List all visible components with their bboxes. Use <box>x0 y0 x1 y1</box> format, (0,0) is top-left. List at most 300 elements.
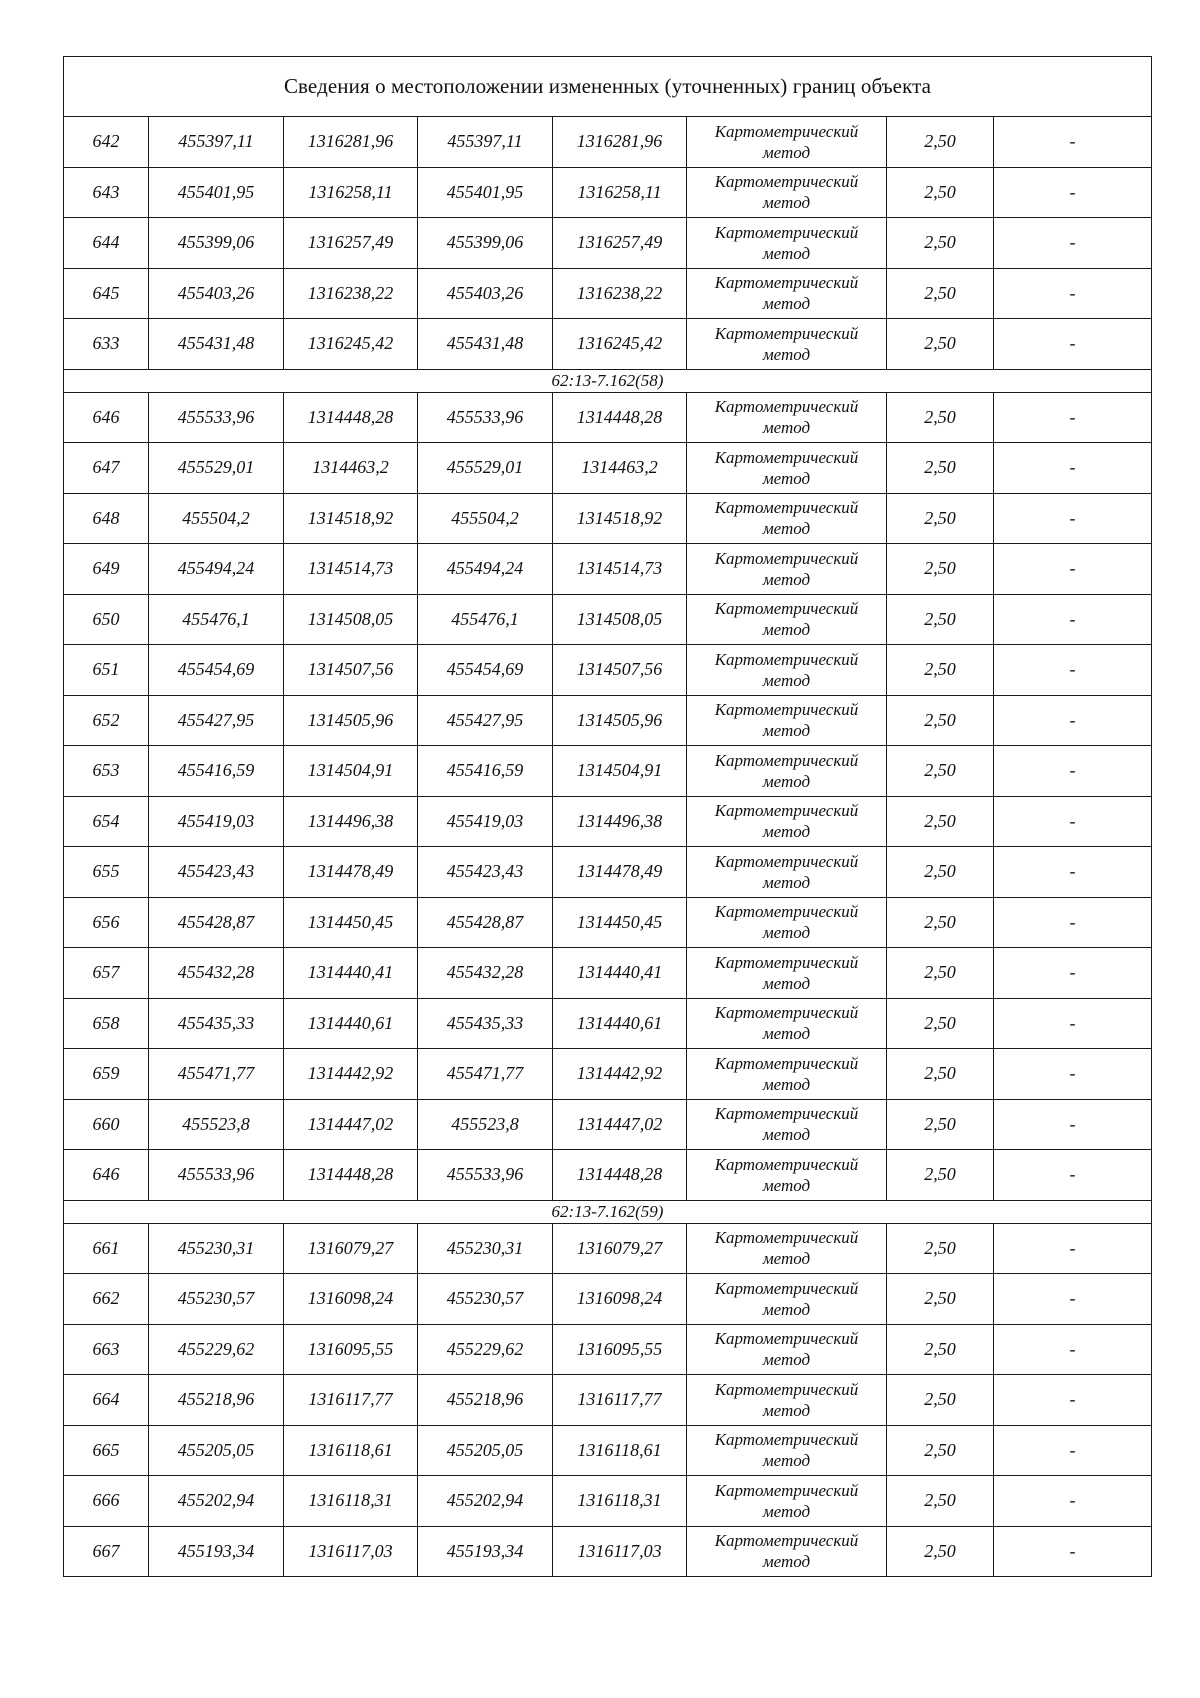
y-new-cell: 1314508,05 <box>553 594 687 645</box>
section-header-row <box>64 369 1152 392</box>
note-cell: - <box>994 645 1152 696</box>
table-title: Сведения о местоположении измененных (уточненных) границ объекта <box>64 57 1152 117</box>
method-line-2: метод <box>762 670 811 690</box>
x-old-cell: 455431,48 <box>149 319 284 370</box>
method-cell <box>687 695 887 746</box>
method-cell <box>687 1526 887 1577</box>
method-cell <box>687 1324 887 1375</box>
section-header: 62:13-7.162(59) <box>64 1200 1152 1223</box>
table-row <box>64 544 1152 595</box>
accuracy-cell: 2,50 <box>887 594 994 645</box>
note-cell: - <box>994 218 1152 269</box>
point-number-cell: 658 <box>64 998 149 1049</box>
method-line-2: метод <box>762 1249 811 1269</box>
method-line-1: Картометрический <box>714 1154 859 1174</box>
point-number-cell: 646 <box>64 392 149 443</box>
y-new-cell: 1316238,22 <box>553 268 687 319</box>
x-new-cell: 455230,57 <box>418 1274 553 1325</box>
y-old-cell: 1314442,92 <box>284 1049 418 1100</box>
y-new-cell: 1314518,92 <box>553 493 687 544</box>
accuracy-cell: 2,50 <box>887 1526 994 1577</box>
method-line-1: Картометрический <box>714 323 859 343</box>
method-line-1: Картометрический <box>714 750 859 770</box>
x-old-cell: 455416,59 <box>149 746 284 797</box>
method-line-2: метод <box>762 569 811 589</box>
method-cell <box>687 1476 887 1527</box>
point-number-cell: 643 <box>64 167 149 218</box>
x-old-cell: 455435,33 <box>149 998 284 1049</box>
point-number-cell: 665 <box>64 1425 149 1476</box>
table-row <box>64 796 1152 847</box>
method-cell <box>687 1049 887 1100</box>
x-old-cell: 455419,03 <box>149 796 284 847</box>
x-new-cell: 455229,62 <box>418 1324 553 1375</box>
x-old-cell: 455401,95 <box>149 167 284 218</box>
note-cell: - <box>994 897 1152 948</box>
table-row <box>64 268 1152 319</box>
note-cell: - <box>994 1324 1152 1375</box>
point-number-cell: 645 <box>64 268 149 319</box>
point-number-cell: 650 <box>64 594 149 645</box>
method-cell <box>687 998 887 1049</box>
x-new-cell: 455431,48 <box>418 319 553 370</box>
y-old-cell: 1314518,92 <box>284 493 418 544</box>
y-new-cell: 1316098,24 <box>553 1274 687 1325</box>
method-line-2: метод <box>762 721 811 741</box>
method-line-1: Картометрический <box>714 222 859 242</box>
y-new-cell: 1314448,28 <box>553 1150 687 1201</box>
method-line-2: метод <box>762 1552 811 1572</box>
point-number-cell: 662 <box>64 1274 149 1325</box>
y-old-cell: 1316238,22 <box>284 268 418 319</box>
method-cell <box>687 594 887 645</box>
x-old-cell: 455193,34 <box>149 1526 284 1577</box>
method-line-1: Картометрический <box>714 498 859 518</box>
y-new-cell: 1316118,31 <box>553 1476 687 1527</box>
x-new-cell: 455202,94 <box>418 1476 553 1527</box>
method-cell <box>687 392 887 443</box>
method-cell <box>687 1223 887 1274</box>
method-line-2: метод <box>762 1299 811 1319</box>
method-line-1: Картометрический <box>714 851 859 871</box>
method-line-1: Картометрический <box>714 1104 859 1124</box>
y-new-cell: 1314478,49 <box>553 847 687 898</box>
method-cell <box>687 167 887 218</box>
x-old-cell: 455471,77 <box>149 1049 284 1100</box>
point-number-cell: 652 <box>64 695 149 746</box>
point-number-cell: 663 <box>64 1324 149 1375</box>
accuracy-cell: 2,50 <box>887 695 994 746</box>
method-cell <box>687 645 887 696</box>
method-line-1: Картометрический <box>714 1329 859 1349</box>
y-new-cell: 1316257,49 <box>553 218 687 269</box>
accuracy-cell: 2,50 <box>887 948 994 999</box>
method-line-2: метод <box>762 294 811 314</box>
x-old-cell: 455504,2 <box>149 493 284 544</box>
method-line-2: метод <box>762 1074 811 1094</box>
y-new-cell: 1314442,92 <box>553 1049 687 1100</box>
point-number-cell: 644 <box>64 218 149 269</box>
note-cell: - <box>994 1099 1152 1150</box>
x-new-cell: 455230,31 <box>418 1223 553 1274</box>
accuracy-cell: 2,50 <box>887 1375 994 1426</box>
table-row <box>64 218 1152 269</box>
note-cell: - <box>994 1049 1152 1100</box>
x-new-cell: 455504,2 <box>418 493 553 544</box>
y-old-cell: 1316281,96 <box>284 117 418 168</box>
x-new-cell: 455435,33 <box>418 998 553 1049</box>
method-cell <box>687 319 887 370</box>
x-new-cell: 455403,26 <box>418 268 553 319</box>
x-new-cell: 455205,05 <box>418 1425 553 1476</box>
y-new-cell: 1314505,96 <box>553 695 687 746</box>
x-old-cell: 455533,96 <box>149 1150 284 1201</box>
y-old-cell: 1316095,55 <box>284 1324 418 1375</box>
method-cell <box>687 1150 887 1201</box>
table-row <box>64 1526 1152 1577</box>
x-new-cell: 455523,8 <box>418 1099 553 1150</box>
accuracy-cell: 2,50 <box>887 1049 994 1100</box>
point-number-cell: 661 <box>64 1223 149 1274</box>
note-cell: - <box>994 493 1152 544</box>
point-number-cell: 649 <box>64 544 149 595</box>
point-number-cell: 648 <box>64 493 149 544</box>
x-old-cell: 455202,94 <box>149 1476 284 1527</box>
method-line-2: метод <box>762 193 811 213</box>
y-old-cell: 1314463,2 <box>284 443 418 494</box>
method-cell <box>687 948 887 999</box>
x-new-cell: 455432,28 <box>418 948 553 999</box>
x-old-cell: 455399,06 <box>149 218 284 269</box>
accuracy-cell: 2,50 <box>887 645 994 696</box>
accuracy-cell: 2,50 <box>887 268 994 319</box>
note-cell: - <box>994 998 1152 1049</box>
method-line-2: метод <box>762 243 811 263</box>
method-line-2: метод <box>762 1024 811 1044</box>
table-row <box>64 1324 1152 1375</box>
x-old-cell: 455427,95 <box>149 695 284 746</box>
method-cell <box>687 443 887 494</box>
y-old-cell: 1314447,02 <box>284 1099 418 1150</box>
y-old-cell: 1314514,73 <box>284 544 418 595</box>
method-line-1: Картометрический <box>714 548 859 568</box>
accuracy-cell: 2,50 <box>887 847 994 898</box>
table-row <box>64 948 1152 999</box>
y-new-cell: 1316281,96 <box>553 117 687 168</box>
table-row <box>64 998 1152 1049</box>
point-number-cell: 657 <box>64 948 149 999</box>
point-number-cell: 651 <box>64 645 149 696</box>
table-row <box>64 1223 1152 1274</box>
x-new-cell: 455471,77 <box>418 1049 553 1100</box>
accuracy-cell: 2,50 <box>887 218 994 269</box>
method-cell <box>687 1274 887 1325</box>
y-old-cell: 1316245,42 <box>284 319 418 370</box>
method-line-2: метод <box>762 1125 811 1145</box>
table-row <box>64 594 1152 645</box>
method-line-1: Картометрический <box>714 1379 859 1399</box>
x-old-cell: 455403,26 <box>149 268 284 319</box>
y-new-cell: 1314496,38 <box>553 796 687 847</box>
x-new-cell: 455476,1 <box>418 594 553 645</box>
method-line-1: Картометрический <box>714 273 859 293</box>
point-number-cell: 646 <box>64 1150 149 1201</box>
method-cell <box>687 1425 887 1476</box>
x-old-cell: 455523,8 <box>149 1099 284 1150</box>
method-line-2: метод <box>762 771 811 791</box>
x-new-cell: 455416,59 <box>418 746 553 797</box>
table-row <box>64 1425 1152 1476</box>
note-cell: - <box>994 1476 1152 1527</box>
y-new-cell: 1316117,77 <box>553 1375 687 1426</box>
method-line-2: метод <box>762 142 811 162</box>
method-line-1: Картометрический <box>714 447 859 467</box>
x-old-cell: 455494,24 <box>149 544 284 595</box>
method-line-1: Картометрический <box>714 902 859 922</box>
y-old-cell: 1314440,61 <box>284 998 418 1049</box>
table-row <box>64 847 1152 898</box>
point-number-cell: 654 <box>64 796 149 847</box>
table-row <box>64 695 1152 746</box>
x-old-cell: 455533,96 <box>149 392 284 443</box>
method-line-1: Картометрический <box>714 649 859 669</box>
point-number-cell: 664 <box>64 1375 149 1426</box>
x-new-cell: 455423,43 <box>418 847 553 898</box>
method-cell <box>687 218 887 269</box>
boundary-coordinates-table <box>63 56 1152 1577</box>
table-row <box>64 897 1152 948</box>
y-old-cell: 1316117,03 <box>284 1526 418 1577</box>
method-line-1: Картометрический <box>714 1430 859 1450</box>
note-cell: - <box>994 319 1152 370</box>
x-new-cell: 455428,87 <box>418 897 553 948</box>
x-old-cell: 455432,28 <box>149 948 284 999</box>
method-line-2: метод <box>762 822 811 842</box>
method-line-1: Картометрический <box>714 599 859 619</box>
section-header-row <box>64 1200 1152 1223</box>
method-cell <box>687 493 887 544</box>
note-cell: - <box>994 594 1152 645</box>
note-cell: - <box>994 443 1152 494</box>
note-cell: - <box>994 847 1152 898</box>
method-cell <box>687 1099 887 1150</box>
accuracy-cell: 2,50 <box>887 1425 994 1476</box>
y-new-cell: 1314514,73 <box>553 544 687 595</box>
y-old-cell: 1316079,27 <box>284 1223 418 1274</box>
accuracy-cell: 2,50 <box>887 544 994 595</box>
accuracy-cell: 2,50 <box>887 746 994 797</box>
y-new-cell: 1314440,41 <box>553 948 687 999</box>
accuracy-cell: 2,50 <box>887 319 994 370</box>
y-old-cell: 1316257,49 <box>284 218 418 269</box>
method-line-1: Картометрический <box>714 1228 859 1248</box>
method-cell <box>687 796 887 847</box>
method-line-1: Картометрический <box>714 1003 859 1023</box>
note-cell: - <box>994 117 1152 168</box>
note-cell: - <box>994 392 1152 443</box>
method-line-2: метод <box>762 1175 811 1195</box>
y-old-cell: 1314440,41 <box>284 948 418 999</box>
method-line-1: Картометрический <box>714 952 859 972</box>
accuracy-cell: 2,50 <box>887 1099 994 1150</box>
accuracy-cell: 2,50 <box>887 392 994 443</box>
y-new-cell: 1314450,45 <box>553 897 687 948</box>
accuracy-cell: 2,50 <box>887 1476 994 1527</box>
table-row <box>64 392 1152 443</box>
x-new-cell: 455419,03 <box>418 796 553 847</box>
x-new-cell: 455533,96 <box>418 392 553 443</box>
y-new-cell: 1316118,61 <box>553 1425 687 1476</box>
x-old-cell: 455529,01 <box>149 443 284 494</box>
table-row <box>64 167 1152 218</box>
point-number-cell: 659 <box>64 1049 149 1100</box>
x-new-cell: 455533,96 <box>418 1150 553 1201</box>
note-cell: - <box>994 544 1152 595</box>
table-row <box>64 1049 1152 1100</box>
method-line-2: метод <box>762 344 811 364</box>
accuracy-cell: 2,50 <box>887 897 994 948</box>
table-title-row <box>64 57 1152 117</box>
y-new-cell: 1316258,11 <box>553 167 687 218</box>
y-new-cell: 1314504,91 <box>553 746 687 797</box>
note-cell: - <box>994 1526 1152 1577</box>
y-new-cell: 1316245,42 <box>553 319 687 370</box>
table-row <box>64 493 1152 544</box>
note-cell: - <box>994 167 1152 218</box>
x-old-cell: 455230,31 <box>149 1223 284 1274</box>
x-old-cell: 455476,1 <box>149 594 284 645</box>
x-new-cell: 455529,01 <box>418 443 553 494</box>
method-line-1: Картометрический <box>714 121 859 141</box>
method-line-1: Картометрический <box>714 1278 859 1298</box>
x-new-cell: 455427,95 <box>418 695 553 746</box>
accuracy-cell: 2,50 <box>887 796 994 847</box>
y-new-cell: 1316095,55 <box>553 1324 687 1375</box>
accuracy-cell: 2,50 <box>887 1150 994 1201</box>
table-row <box>64 117 1152 168</box>
method-line-2: метод <box>762 872 811 892</box>
x-old-cell: 455397,11 <box>149 117 284 168</box>
note-cell: - <box>994 1425 1152 1476</box>
y-new-cell: 1316117,03 <box>553 1526 687 1577</box>
table-row <box>64 443 1152 494</box>
method-cell <box>687 1375 887 1426</box>
method-line-1: Картометрический <box>714 397 859 417</box>
table-row <box>64 645 1152 696</box>
x-old-cell: 455454,69 <box>149 645 284 696</box>
y-old-cell: 1314504,91 <box>284 746 418 797</box>
y-new-cell: 1314440,61 <box>553 998 687 1049</box>
accuracy-cell: 2,50 <box>887 443 994 494</box>
note-cell: - <box>994 1223 1152 1274</box>
y-old-cell: 1314448,28 <box>284 392 418 443</box>
table-row <box>64 1274 1152 1325</box>
point-number-cell: 667 <box>64 1526 149 1577</box>
table-body <box>64 57 1152 1577</box>
x-new-cell: 455218,96 <box>418 1375 553 1426</box>
table-row <box>64 746 1152 797</box>
y-old-cell: 1316117,77 <box>284 1375 418 1426</box>
note-cell: - <box>994 948 1152 999</box>
x-new-cell: 455193,34 <box>418 1526 553 1577</box>
accuracy-cell: 2,50 <box>887 167 994 218</box>
method-line-1: Картометрический <box>714 1053 859 1073</box>
y-new-cell: 1314448,28 <box>553 392 687 443</box>
note-cell: - <box>994 796 1152 847</box>
x-old-cell: 455230,57 <box>149 1274 284 1325</box>
x-old-cell: 455218,96 <box>149 1375 284 1426</box>
y-old-cell: 1314450,45 <box>284 897 418 948</box>
y-new-cell: 1314447,02 <box>553 1099 687 1150</box>
note-cell: - <box>994 1274 1152 1325</box>
accuracy-cell: 2,50 <box>887 117 994 168</box>
y-old-cell: 1314478,49 <box>284 847 418 898</box>
method-line-1: Картометрический <box>714 700 859 720</box>
x-old-cell: 455229,62 <box>149 1324 284 1375</box>
accuracy-cell: 2,50 <box>887 1274 994 1325</box>
point-number-cell: 655 <box>64 847 149 898</box>
y-old-cell: 1314448,28 <box>284 1150 418 1201</box>
method-line-2: метод <box>762 418 811 438</box>
method-cell <box>687 268 887 319</box>
x-old-cell: 455205,05 <box>149 1425 284 1476</box>
method-line-2: метод <box>762 468 811 488</box>
method-line-2: метод <box>762 1501 811 1521</box>
y-old-cell: 1314496,38 <box>284 796 418 847</box>
y-new-cell: 1314507,56 <box>553 645 687 696</box>
method-line-2: метод <box>762 519 811 539</box>
table-row <box>64 1099 1152 1150</box>
note-cell: - <box>994 746 1152 797</box>
y-old-cell: 1316258,11 <box>284 167 418 218</box>
method-cell <box>687 544 887 595</box>
section-header: 62:13-7.162(58) <box>64 369 1152 392</box>
x-old-cell: 455423,43 <box>149 847 284 898</box>
y-old-cell: 1316118,31 <box>284 1476 418 1527</box>
accuracy-cell: 2,50 <box>887 1223 994 1274</box>
method-line-2: метод <box>762 1400 811 1420</box>
y-old-cell: 1316118,61 <box>284 1425 418 1476</box>
y-new-cell: 1314463,2 <box>553 443 687 494</box>
accuracy-cell: 2,50 <box>887 1324 994 1375</box>
point-number-cell: 653 <box>64 746 149 797</box>
point-number-cell: 666 <box>64 1476 149 1527</box>
method-cell <box>687 746 887 797</box>
accuracy-cell: 2,50 <box>887 493 994 544</box>
y-old-cell: 1316098,24 <box>284 1274 418 1325</box>
method-line-2: метод <box>762 1451 811 1471</box>
point-number-cell: 647 <box>64 443 149 494</box>
point-number-cell: 656 <box>64 897 149 948</box>
x-new-cell: 455399,06 <box>418 218 553 269</box>
method-line-2: метод <box>762 1350 811 1370</box>
x-new-cell: 455494,24 <box>418 544 553 595</box>
note-cell: - <box>994 695 1152 746</box>
method-line-1: Картометрический <box>714 1480 859 1500</box>
method-line-2: метод <box>762 923 811 943</box>
table-row <box>64 1375 1152 1426</box>
method-line-1: Картометрический <box>714 1531 859 1551</box>
method-line-2: метод <box>762 620 811 640</box>
x-old-cell: 455428,87 <box>149 897 284 948</box>
point-number-cell: 660 <box>64 1099 149 1150</box>
point-number-cell: 642 <box>64 117 149 168</box>
x-new-cell: 455401,95 <box>418 167 553 218</box>
x-new-cell: 455454,69 <box>418 645 553 696</box>
method-line-2: метод <box>762 973 811 993</box>
method-cell <box>687 847 887 898</box>
y-new-cell: 1316079,27 <box>553 1223 687 1274</box>
